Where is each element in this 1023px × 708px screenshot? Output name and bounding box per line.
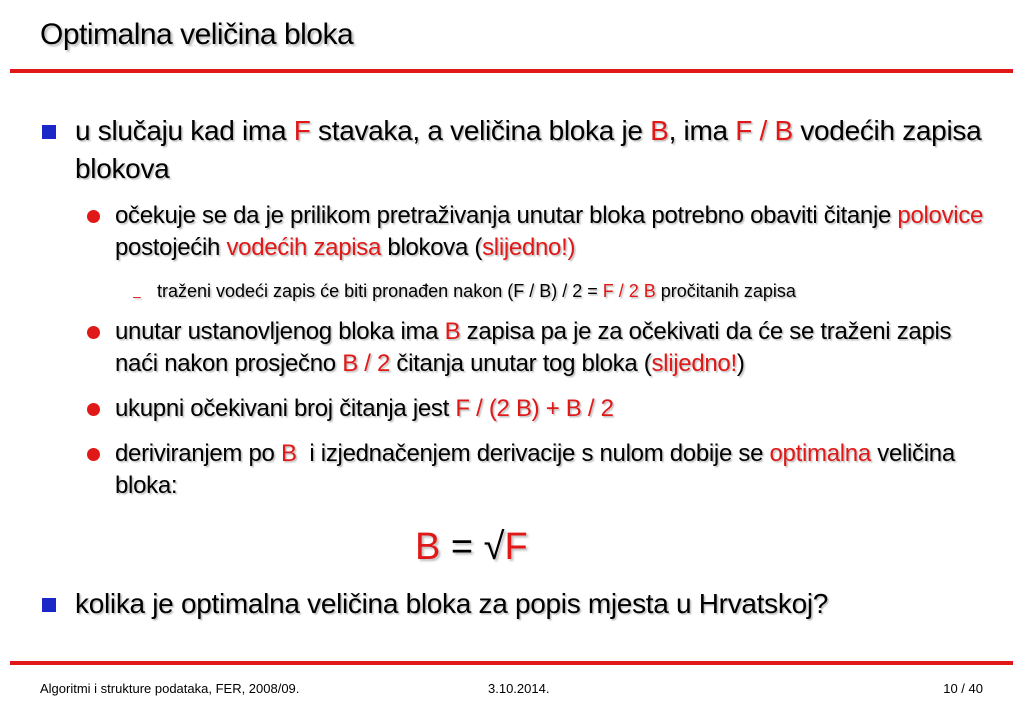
text: unutar ustanovljenog bloka ima [115, 318, 445, 345]
optimal-block-size-formula [415, 526, 528, 569]
highlight: F / 2 B [602, 281, 656, 301]
text: u slučaju kad ima [75, 115, 294, 146]
text: očekuje se da je prilikom pretraživanja unutar bloka potrebno obaviti čitanje [115, 202, 898, 229]
formula-equals: = [440, 526, 484, 568]
text: zapisa pa je za očekivati da će se traženi zapis naći nakon prosječno [115, 318, 952, 377]
round-bullet-icon [87, 448, 100, 461]
bullet-level1-item [75, 112, 1005, 188]
text: pročitanih zapisa [655, 281, 796, 301]
bullet-level2-item [115, 200, 1000, 264]
text: blokova ( [381, 234, 483, 261]
formula-rhs: F [504, 526, 528, 568]
text: deriviranjem po [115, 440, 281, 467]
title-divider [10, 69, 1013, 73]
highlight: optimalna [769, 440, 871, 467]
footer-divider [10, 661, 1013, 665]
footer-date: 3.10.2014. [488, 681, 550, 696]
text: i izjednačenjem derivacije s nulom dobije se [296, 440, 770, 467]
text: ) [736, 350, 745, 377]
footer-course: Algoritmi i strukture podataka, FER, 2008/09. [40, 681, 300, 696]
highlight: polovice [897, 202, 984, 229]
highlight: F / B [735, 115, 793, 146]
highlight: slijedno!) [482, 234, 576, 261]
text: ukupni očekivani broj čitanja jest [115, 395, 456, 422]
slide-title: Optimalna veličina bloka [40, 18, 354, 51]
square-bullet-icon [42, 125, 56, 139]
formula-lhs: B [415, 526, 441, 568]
bullet-level1-item [75, 585, 1005, 623]
bullet-level3-item [133, 280, 997, 304]
highlight: F / (2 B) + B / 2 [455, 395, 614, 422]
round-bullet-icon [87, 326, 100, 339]
text: veličina bloka: [115, 440, 955, 499]
bullet-level2-item [115, 438, 1000, 502]
text: traženi vodeći zapis će biti pronađen nakon (F / B) / 2 = [157, 281, 603, 301]
bullet-level2-item [115, 316, 1000, 380]
highlight: vodećih zapisa [226, 234, 382, 261]
text: kolika je optimalna veličina bloka za popis mjesta u Hrvatskoj? [75, 588, 829, 619]
text: vodećih zapisa blokova [75, 115, 982, 184]
text: stavaka, a veličina bloka je [310, 115, 651, 146]
round-bullet-icon [87, 210, 100, 223]
highlight: B [280, 440, 297, 467]
highlight: slijedno! [651, 350, 737, 377]
sqrt-symbol: √ [483, 526, 505, 568]
highlight: B [444, 318, 461, 345]
dash-bullet-icon: – [133, 288, 141, 304]
footer-page-number: 10 / 40 [943, 681, 983, 696]
highlight: B / 2 [342, 350, 391, 377]
text: , ima [668, 115, 736, 146]
text: čitanja unutar tog bloka ( [390, 350, 652, 377]
square-bullet-icon [42, 598, 56, 612]
bullet-level2-item [115, 393, 1000, 425]
highlight: F [293, 115, 311, 146]
highlight: B [650, 115, 669, 146]
round-bullet-icon [87, 403, 100, 416]
text: postojećih [115, 234, 227, 261]
